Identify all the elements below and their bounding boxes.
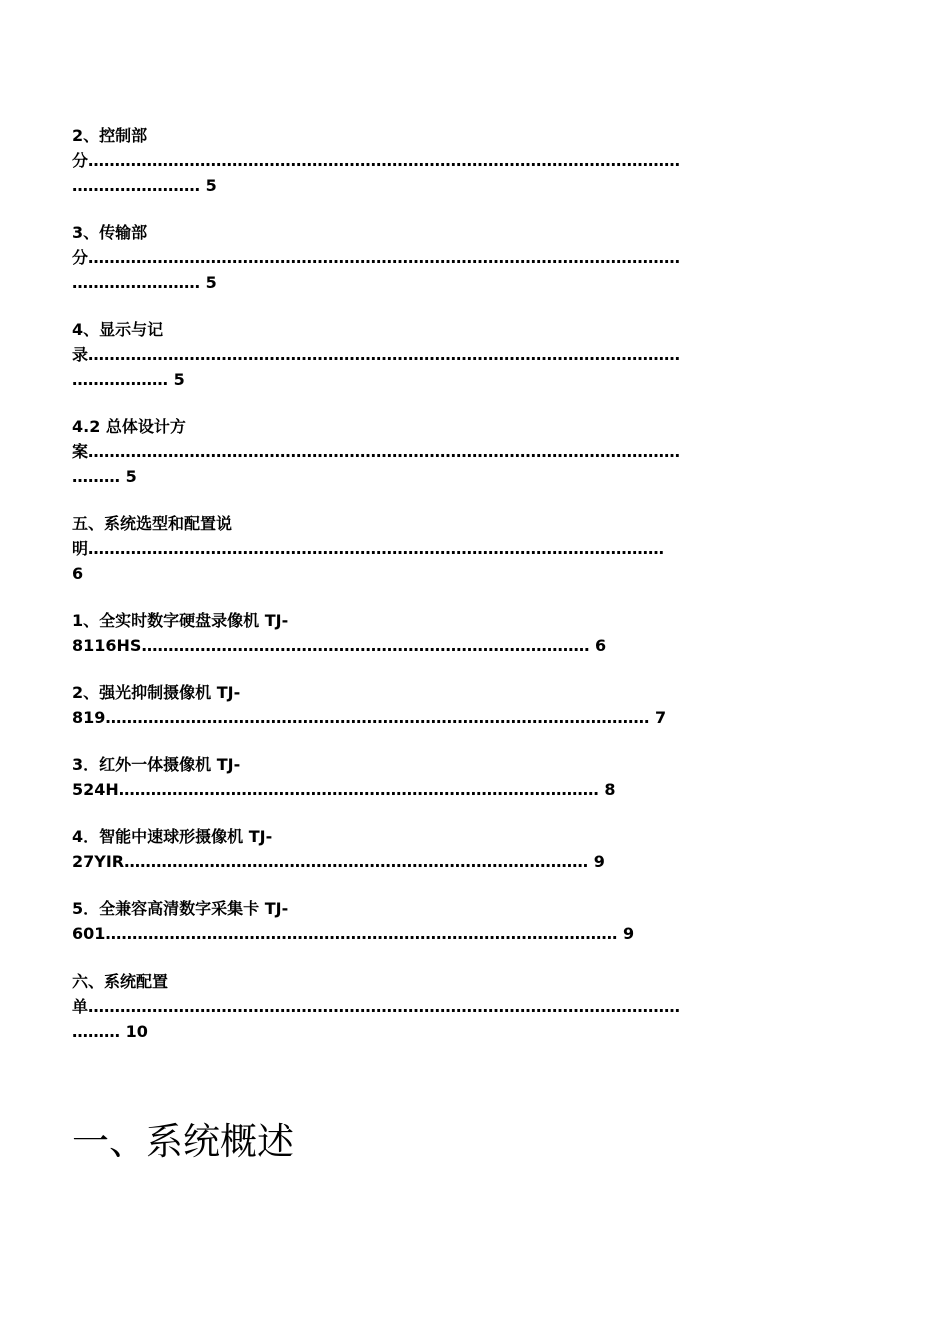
toc-entry-leader-page: 601…………………………………………………………………………………… 9	[72, 924, 635, 943]
toc-entry-blc-camera[interactable]	[72, 680, 666, 730]
toc-entry-title: 1、全实时数字硬盘录像机 TJ-	[72, 611, 289, 630]
toc-entry-page: 6	[72, 564, 84, 583]
toc-entry-capture-card[interactable]	[72, 896, 634, 946]
toc-entry-title: 3、传输部	[72, 223, 148, 242]
toc-entry-page: ……………… 5	[72, 370, 185, 389]
toc-entry-selection-config[interactable]	[72, 511, 664, 586]
toc-entry-title: 2、控制部	[72, 126, 148, 145]
toc-entry-leader-page: 27YIR…………………………………………………………………………… 9	[72, 852, 605, 871]
toc-entry-title: 六、系统配置	[72, 972, 169, 991]
toc-entry-transmission[interactable]	[72, 220, 680, 295]
toc-entry-speed-dome[interactable]	[72, 824, 605, 874]
toc-entry-title: 3．红外一体摄像机 TJ-	[72, 755, 241, 774]
toc-entry-leader: 单…………………………………………………………………………………………………	[72, 997, 680, 1016]
toc-entry-title: 2、强光抑制摄像机 TJ-	[72, 683, 241, 702]
toc-entry-config-list[interactable]	[72, 969, 680, 1044]
toc-entry-title: 4.2 总体设计方	[72, 417, 186, 436]
toc-entry-leader: 明………………………………………………………………………………………………	[72, 539, 664, 558]
toc-entry-leader: 案…………………………………………………………………………………………………	[72, 442, 680, 461]
toc-entry-page: ……… 5	[72, 467, 137, 486]
toc-entry-title: 4、显示与记	[72, 320, 164, 339]
toc-entry-leader-page: 819………………………………………………………………………………………… 7	[72, 708, 667, 727]
toc-entry-control[interactable]	[72, 123, 680, 198]
toc-entry-leader-page: 8116HS………………………………………………………………………… 6	[72, 636, 607, 655]
toc-entry-leader: 分…………………………………………………………………………………………………	[72, 248, 680, 267]
toc-entry-page: ……… 10	[72, 1022, 148, 1041]
toc-entry-display-record[interactable]	[72, 317, 680, 392]
section-heading: 一、系统概述	[72, 1120, 294, 1163]
toc-entry-title: 五、系统选型和配置说	[72, 514, 233, 533]
toc-entry-page: …………………… 5	[72, 176, 217, 195]
toc-entry-ir-camera[interactable]	[72, 752, 616, 802]
toc-entry-leader: 分…………………………………………………………………………………………………	[72, 151, 680, 170]
toc-entry-overall-design[interactable]	[72, 414, 680, 489]
toc-entry-leader-page: 524H……………………………………………………………………………… 8	[72, 780, 616, 799]
toc-entry-page: …………………… 5	[72, 273, 217, 292]
toc-entry-dvr[interactable]	[72, 608, 606, 658]
toc-entry-title: 5．全兼容高清数字采集卡 TJ-	[72, 899, 289, 918]
toc-entry-leader: 录…………………………………………………………………………………………………	[72, 345, 680, 364]
toc-entry-title: 4．智能中速球形摄像机 TJ-	[72, 827, 273, 846]
